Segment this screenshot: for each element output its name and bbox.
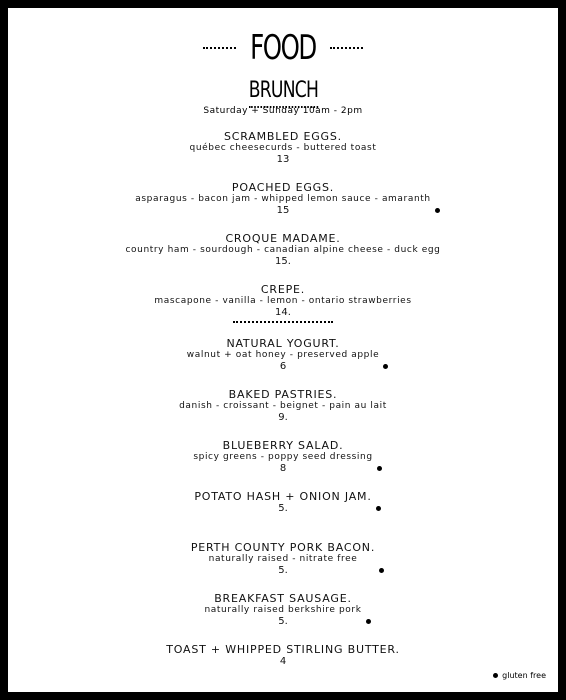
gluten-free-dot-icon [435, 208, 440, 213]
menu-item [8, 130, 558, 181]
menu-item [8, 337, 558, 388]
menu-item-name: BAKED PASTRIES. [228, 388, 338, 401]
menu-item-name: BREAKFAST SAUSAGE. [214, 592, 352, 605]
gluten-free-dot-icon [366, 619, 371, 624]
menu-list [8, 130, 558, 694]
menu-item-name: PERTH COUNTY PORK BACON. [190, 541, 376, 554]
menu-item-description: spicy greens - poppy seed dressing [193, 452, 373, 462]
menu-item-price: 15 [276, 205, 290, 216]
menu-item-price: 15. [275, 256, 291, 267]
legend-label: gluten free [502, 671, 546, 680]
menu-item-description: naturally raised berkshire pork [204, 605, 362, 615]
menu-item [8, 439, 558, 490]
menu-item [8, 643, 558, 694]
menu-item-description: québec cheesecurds - buttered toast [189, 143, 377, 153]
menu-item-price: 4 [279, 656, 287, 667]
menu-item-name: SCRAMBLED EGGS. [224, 130, 342, 143]
menu-item-name: POTATO HASH + ONION JAM. [194, 490, 372, 503]
menu-item-description: country ham - sourdough - canadian alpine cheese - duck egg [125, 245, 441, 255]
menu-item-price: 9. [278, 412, 288, 423]
menu-item-description: walnut + oat honey - preserved apple [186, 350, 380, 360]
menu-item [8, 232, 558, 283]
menu-item-description: danish - croissant - beignet - pain au lait [179, 401, 387, 411]
menu-item-price: 5. [278, 503, 288, 514]
menu-item [8, 490, 558, 541]
section-title: BRUNCH [248, 78, 317, 108]
section-heading [8, 78, 558, 108]
title-dots-right [330, 47, 363, 49]
menu-item [8, 541, 558, 592]
menu-item-description: naturally raised - nitrate free [208, 554, 358, 564]
menu-item-price: 6 [279, 361, 287, 372]
menu-item-price: 14. [275, 307, 291, 318]
gluten-free-dot-icon [377, 466, 382, 471]
menu-item [8, 388, 558, 439]
menu-page [8, 8, 558, 692]
menu-item-name: POACHED EGGS. [231, 181, 335, 194]
menu-item-price: 13 [276, 154, 290, 165]
menu-item [8, 283, 558, 334]
service-hours: Saturday + Sunday 10am - 2pm [203, 106, 363, 116]
menu-item-name: BLUEBERRY SALAD. [222, 439, 344, 452]
gluten-free-dot-icon [493, 673, 498, 678]
menu-group-sides [8, 337, 558, 694]
menu-item-description: mascapone - vanilla - lemon - ontario strawberries [154, 296, 412, 306]
menu-item-name: NATURAL YOGURT. [226, 337, 340, 350]
gluten-free-dot-icon [376, 506, 381, 511]
menu-header [8, 28, 558, 68]
menu-item-price: 5. [278, 616, 288, 627]
menu-item [8, 592, 558, 643]
menu-item-description: asparagus - bacon jam - whipped lemon sauce - amaranth [135, 194, 431, 204]
gluten-free-legend [493, 671, 546, 680]
menu-item-name: CROQUE MADAME. [225, 232, 341, 245]
menu-item-name: CREPE. [260, 283, 306, 296]
menu-item [8, 181, 558, 232]
page-title: FOOD [250, 28, 316, 68]
menu-item-price: 8 [279, 463, 287, 474]
menu-item-price: 5. [278, 565, 288, 576]
menu-group-eggs [8, 130, 558, 334]
menu-item-name: TOAST + WHIPPED STIRLING BUTTER. [166, 643, 400, 656]
